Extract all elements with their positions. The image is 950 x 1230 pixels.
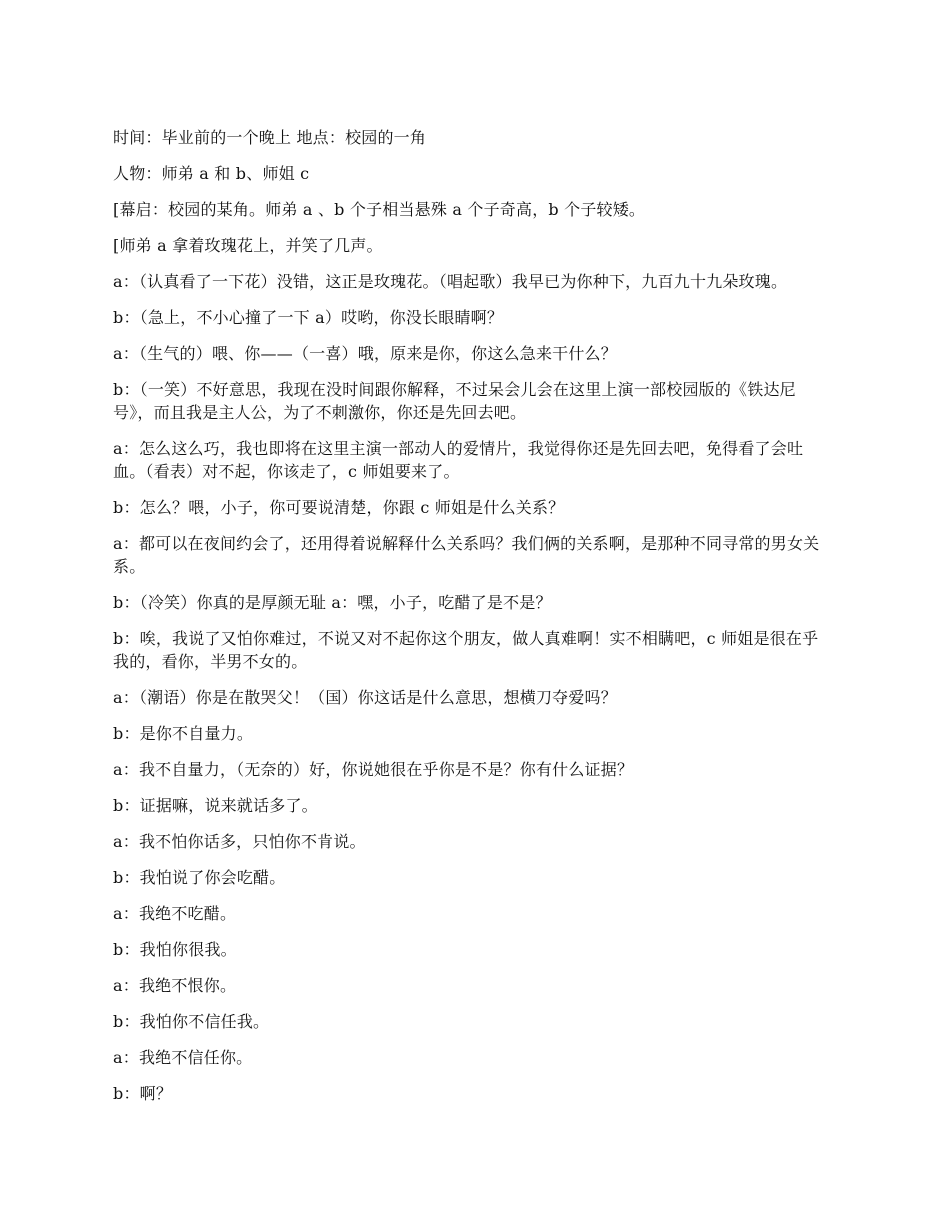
dialogue-line: a：我不自量力，（无奈的）好，你说她很在乎你是不是？你有什么证据？ [113,760,634,779]
dialogue-line: a：我不怕你话多，只怕你不肯说。 [113,832,366,851]
paragraph-characters: 人物：师弟 a 和 b、师姐 c [113,164,310,183]
dialogue-line: b：（冷笑）你真的是厚颜无耻 a：嘿，小子，吃醋了是不是？ [113,593,552,612]
paragraph-time-place: 时间：毕业前的一个晚上 地点：校园的一角 [113,128,427,147]
dialogue-line: b：我怕你很我。 [113,940,237,959]
dialogue-line: b：（一笑）不好意思，我现在没时间跟你解释，不过呆会儿会在这里上演一部校园版的《铁达尼号》，而且我是主人公，为了不刺激你，你还是先回去吧。 [113,380,796,422]
document-body [113,126,833,1118]
dialogue-line: b：（急上，不小心撞了一下 a）哎哟，你没长眼睛啊？ [113,308,504,327]
dialogue-line: a：我绝不信任你。 [113,1048,253,1067]
dialogue-line: b：啊？ [113,1084,173,1103]
dialogue-line: a：都可以在夜间约会了，还用得着说解释什么关系吗？我们俩的关系啊，是那种不同寻常的男女关系。 [113,534,820,576]
dialogue-line: a：（生气的）喂、你——（一喜）哦，原来是你，你这么急来干什么？ [113,344,617,363]
paragraph-stage-direction: [幕启：校园的某角。师弟 a 、b 个子相当悬殊 a 个子奇高，b 个子较矮。 [113,200,646,219]
dialogue-line: b：是你不自量力。 [113,724,254,743]
dialogue-line: a：我绝不吃醋。 [113,904,237,923]
dialogue-line: b：怎么？喂，小子，你可要说清楚，你跟 c 师姐是什么关系？ [113,498,565,517]
dialogue-line: a：我绝不恨你。 [113,976,237,995]
dialogue-line: a：怎么这么巧，我也即将在这里主演一部动人的爱情片，我觉得你还是先回去吧，免得看了会吐血。（看表）对不起，你该走了，c 师姐要来了。 [113,439,804,481]
dialogue-line: a：（认真看了一下花）没错，这正是玫瑰花。（唱起歌）我早已为你种下，九百九十九朵玫瑰。 [113,272,788,291]
dialogue-line: b：唉，我说了又怕你难过，不说又对不起你这个朋友，做人真难啊！实不相瞒吧，c 师姐是很在乎我的，看你，半男不女的。 [113,629,819,671]
dialogue-line: b：证据嘛，说来就话多了。 [113,796,318,815]
dialogue-line: a：（潮语）你是在散哭父！（国）你这话是什么意思，想横刀夺爱吗？ [113,688,617,707]
dialogue-line: b：我怕说了你会吃醋。 [113,868,286,887]
paragraph-stage-direction: [师弟 a 拿着玫瑰花上，并笑了几声。 [113,236,383,255]
dialogue-line: b：我怕你不信任我。 [113,1012,270,1031]
